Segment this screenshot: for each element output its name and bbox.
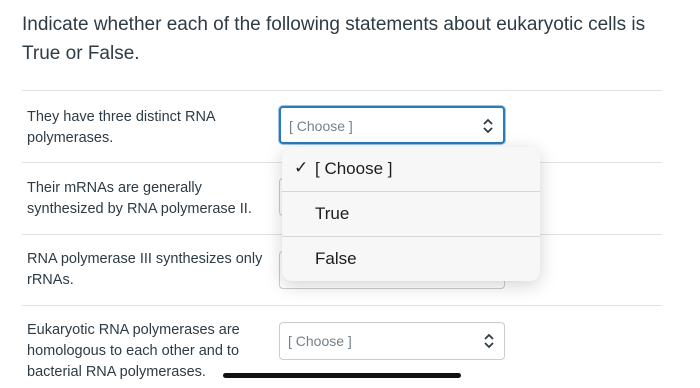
option-label: True (315, 204, 350, 223)
divider (22, 90, 662, 91)
statement-3: RNA polymerase III synthesizes only rRNAs. (27, 251, 263, 288)
statement-4: Eukaryotic RNA polymerases are homologous to each other and to bacterial RNA polymerases. (27, 322, 240, 380)
option-label: False (315, 249, 357, 268)
statement-1: They have three distinct RNA polymerases. (27, 109, 215, 146)
answer-select-4[interactable] (279, 322, 505, 360)
chevron-up-down-icon (482, 116, 494, 136)
statement-2: Their mRNAs are generally synthesized by RNA polymerase II. (27, 180, 252, 217)
question-text: Indicate whether each of the following statements about eukaryotic cells is True or False. (22, 14, 646, 64)
divider (22, 305, 662, 306)
dropdown-option-choose[interactable] (282, 147, 540, 191)
select-value: [ Choose ] (288, 333, 352, 349)
option-label: [ Choose ] (315, 159, 393, 178)
chevron-up-down-icon (483, 331, 495, 351)
dropdown-option-false[interactable] (282, 237, 540, 281)
home-indicator[interactable] (223, 373, 461, 378)
checkmark-icon: ✓ (294, 158, 309, 177)
dropdown-option-true[interactable] (282, 192, 540, 236)
select-value: [ Choose ] (289, 118, 353, 134)
answer-select-1[interactable] (279, 106, 505, 144)
dropdown-menu (282, 147, 540, 281)
